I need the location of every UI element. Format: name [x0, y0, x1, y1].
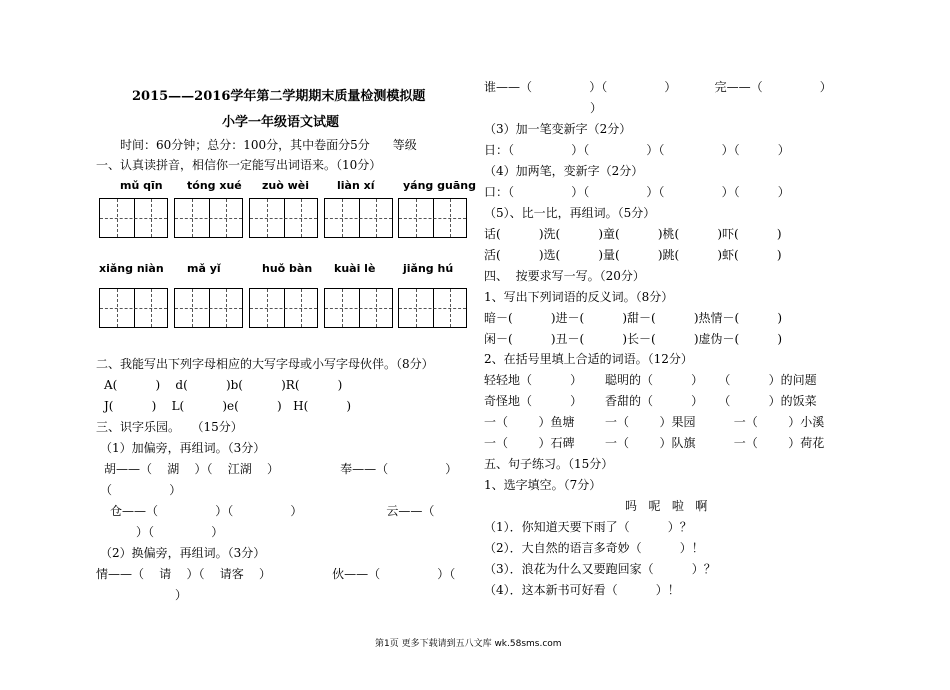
writing-grid[interactable] [324, 198, 393, 238]
question-2: 二、我能写出下列字母相应的大写字母或小写字母伙伴。（8分） [96, 357, 434, 371]
writing-grid[interactable] [324, 288, 393, 328]
right-line: 奇怪地（ ） 香甜的（ ） （ ）的饭菜 [484, 394, 817, 408]
writing-grid[interactable] [174, 198, 243, 238]
page-footer: 第1页 更多下载请到五八文库 wk.58sms.com [375, 639, 562, 649]
writing-grid[interactable] [398, 198, 467, 238]
writing-grid[interactable] [249, 288, 318, 328]
question-3-2-line: 情——（ 请 ）（ 请客 ） 伙——（ ）（ [96, 567, 456, 581]
pinyin-label: jiǎng hú [403, 262, 454, 275]
writing-grid[interactable] [249, 198, 318, 238]
question-3-1: （1）加偏旁，再组词。（3分） [100, 441, 266, 455]
question-3-1-line: 胡——（ 湖 ）（ 江湖 ） 奉——（ ） [104, 462, 458, 476]
section-5-heading: 五、句子练习。（15分） [484, 457, 614, 471]
right-line: （4）加两笔，变新字（2分） [484, 164, 644, 178]
pinyin-label: zuò wèi [262, 179, 310, 192]
right-line: 日：（ ）（ ）（ ）（ ） [484, 143, 790, 157]
question-3: 三、识字乐园。 （15分） [96, 420, 243, 434]
right-line: 一（ ）鱼塘 一（ ）果园 一（ ）小溪 [484, 415, 825, 429]
right-line: （3）．浪花为什么又要跑回家（ ）？ [484, 562, 716, 576]
right-line: （3）加一笔变新字（2分） [484, 122, 632, 136]
pinyin-label: huǒ bàn [262, 262, 313, 275]
right-line: 轻轻地（ ） 聪明的（ ） （ ）的问题 [484, 373, 817, 387]
exam-subtitle: 小学一年级语文试题 [222, 115, 340, 130]
right-line: （2）．大自然的语言多奇妙（ ）！ [484, 541, 704, 555]
right-line: （5）、比一比，再组词。（5分） [484, 206, 656, 220]
question-1: 一、认真读拼音，相信你一定能写出词语来。（10分） [96, 158, 382, 172]
section-4-heading: 四、 按要求写一写。（20分） [484, 269, 645, 283]
right-line: 1、选字填空。（7分） [484, 478, 602, 492]
pinyin-label: xiǎng niàn [99, 262, 164, 275]
pinyin-label: tóng xué [187, 179, 242, 192]
right-line: 1、写出下列词语的反义词。（8分） [484, 290, 674, 304]
writing-grid[interactable] [174, 288, 243, 328]
right-line: 一（ ）石碑 一（ ）队旗 一（ ）荷花 [484, 436, 825, 450]
pinyin-label: liàn xí [337, 179, 375, 192]
right-line: （4）．这本新书可好看（ ）！ [484, 583, 680, 597]
question-3-2-line: ） [175, 588, 188, 602]
question-3-1-line: 仓——（ ）（ ） 云——（ [110, 504, 435, 518]
question-3-2: （2）换偏旁，再组词。（3分） [100, 546, 266, 560]
writing-grid[interactable] [99, 288, 168, 328]
pinyin-label: mǎ yǐ [187, 262, 221, 275]
writing-grid[interactable] [398, 288, 467, 328]
question-3-1-line: ）（ ） [136, 525, 224, 539]
right-line: 活( )选( )量( )跳( )虾( ) [484, 248, 782, 262]
question-2-line: J( ) L( )e( ) H( ) [104, 399, 352, 413]
right-line: 暗－( )进－( )甜－( )热情－( ) [484, 311, 783, 325]
question-3-1-line: （ ） [100, 483, 182, 497]
right-line: 闲－( )丑－( )长－( )虚伪－( ) [484, 332, 783, 346]
question-2-line: A( ) d( )b( )R( ) [104, 378, 343, 392]
pinyin-label: mǔ qīn [120, 179, 163, 192]
pinyin-label: yáng guāng [403, 179, 476, 192]
right-line: 谁——（ ）（ ） 完——（ ） [484, 80, 832, 94]
pinyin-label: kuài lè [334, 262, 376, 275]
right-line: 2、在括号里填上合适的词语。（12分） [484, 352, 693, 366]
exam-info: 时间：60分钟；总分：100分，其中卷面分5分 等级 [120, 138, 417, 152]
right-line: 话( )洗( )童( )桃( )吓( ) [484, 227, 782, 241]
right-line: ） [590, 101, 603, 115]
right-line: （1）．你知道天要下雨了（ ）？ [484, 520, 692, 534]
writing-grid[interactable] [99, 198, 168, 238]
right-line: 口：（ ）（ ）（ ）（ ） [484, 185, 790, 199]
exam-title: 2015——2016学年第二学期期末质量检测模拟题 [132, 89, 426, 104]
word-choices: 吗 呢 啦 啊 [625, 499, 708, 513]
